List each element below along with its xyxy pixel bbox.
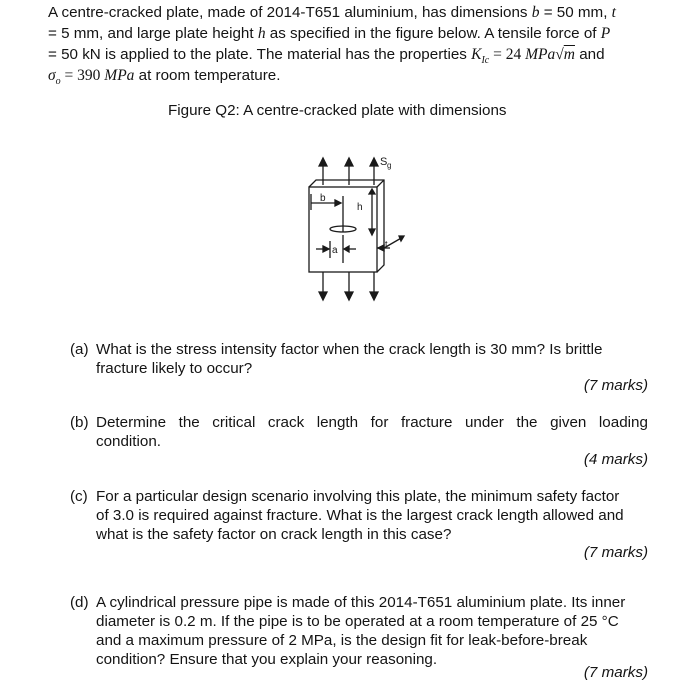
label-s: S	[380, 156, 388, 168]
marks-b: (4 marks)	[583, 451, 648, 468]
question-a: (a) What is the stress intensity factor when the crack length is 30 mm? Is brittle fracture likely to occur?	[70, 341, 603, 377]
label-a: a	[332, 245, 338, 256]
label-h: h	[357, 202, 363, 213]
marks-a: (7 marks)	[583, 377, 648, 394]
intro-line-1: A centre-cracked plate, made of 2014-T651 aluminium, has dimensions b = 50 mm, t	[48, 4, 616, 21]
center-crack	[316, 226, 356, 263]
intro-line-2: = 5 mm, and large plate height h as specified in the figure below. A tensile force of P	[48, 25, 611, 42]
marks-c: (7 marks)	[583, 544, 648, 561]
question-c: (c) For a particular design scenario involving this plate, the minimum safety factor of 3.0 is required against fracture. What is the largest crack length allowed and what is the safety factor on crack length in this case?	[70, 488, 624, 543]
dimension-b	[311, 194, 343, 232]
dimension-t	[377, 236, 404, 251]
figure-caption: Figure Q2: A centre-cracked plate with dimensions	[168, 102, 507, 119]
bottom-load-arrows	[319, 272, 378, 300]
top-load-arrows	[319, 158, 378, 185]
label-s-sub: g	[387, 161, 392, 170]
label-b: b	[320, 193, 326, 204]
question-b: (b) Determine the critical crack length for fracture under the given loading condition.	[70, 414, 648, 450]
intro-line-3: = 50 kN is applied to the plate. The material has the properties $K_{Ic} = 24$ MPa√m and	[48, 46, 605, 67]
label-t: t	[385, 239, 388, 249]
intro-paragraph	[48, 2, 652, 86]
intro-line-4: $\sigma_o = 390$ MPa at room temperature.	[48, 67, 281, 88]
marks-d: (7 marks)	[583, 664, 648, 681]
plate-body	[309, 180, 384, 272]
question-d: (d) A cylindrical pressure pipe is made of this 2014-T651 aluminium plate. Its inner diameter is 0.2 m. If the pipe is to be operated at a room temperature of 25 °C and a maximum pressure of 2 MPa, is the design fit for leak-before-break condition? Ensure that you explain your reasoning.	[70, 594, 626, 668]
dimension-h	[369, 189, 375, 235]
